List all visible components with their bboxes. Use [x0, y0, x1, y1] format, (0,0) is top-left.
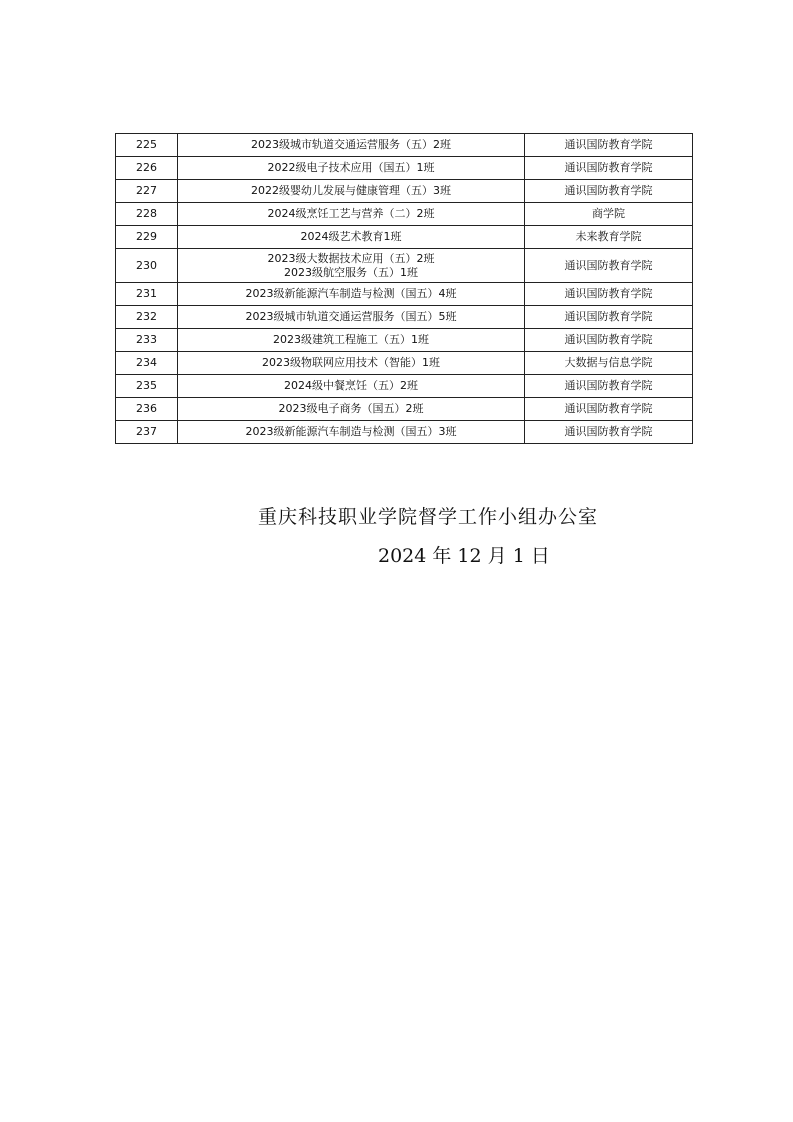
college-name: 商学院 [525, 203, 693, 226]
row-number: 229 [116, 226, 178, 249]
table-row [116, 249, 693, 283]
table-row [116, 352, 693, 375]
college-name: 通识国防教育学院 [525, 398, 693, 421]
college-name: 通识国防教育学院 [525, 157, 693, 180]
row-number: 226 [116, 157, 178, 180]
row-number: 232 [116, 306, 178, 329]
table-row [116, 180, 693, 203]
college-name: 通识国防教育学院 [525, 375, 693, 398]
table-row [116, 398, 693, 421]
class-name: 2023级新能源汽车制造与检测（国五）4班 [178, 283, 525, 306]
issue-date: 2024 年 12 月 1 日 [378, 545, 550, 567]
row-number: 225 [116, 134, 178, 157]
row-number: 233 [116, 329, 178, 352]
class-name: 2023级城市轨道交通运营服务（国五）5班 [178, 306, 525, 329]
college-name: 通识国防教育学院 [525, 421, 693, 444]
table-row [116, 203, 693, 226]
class-name: 2023级物联网应用技术（智能）1班 [178, 352, 525, 375]
class-name: 2023级建筑工程施工（五）1班 [178, 329, 525, 352]
college-name: 通识国防教育学院 [525, 329, 693, 352]
row-number: 236 [116, 398, 178, 421]
table-row [116, 421, 693, 444]
table-row [116, 329, 693, 352]
table-row [116, 375, 693, 398]
table-row [116, 226, 693, 249]
class-name-cell [178, 249, 525, 283]
row-number: 237 [116, 421, 178, 444]
class-name: 2022级电子技术应用（国五）1班 [178, 157, 525, 180]
class-name: 2024级中餐烹饪（五）2班 [178, 375, 525, 398]
row-number: 231 [116, 283, 178, 306]
row-number: 234 [116, 352, 178, 375]
college-name: 未来教育学院 [525, 226, 693, 249]
class-table [115, 133, 693, 444]
table-row [116, 306, 693, 329]
college-name: 大数据与信息学院 [525, 352, 693, 375]
table-row [116, 134, 693, 157]
class-name: 2022级婴幼儿发展与健康管理（五）3班 [178, 180, 525, 203]
class-name: 2024级艺术教育1班 [178, 226, 525, 249]
college-name: 通识国防教育学院 [525, 249, 693, 283]
row-number: 235 [116, 375, 178, 398]
row-number: 227 [116, 180, 178, 203]
class-name: 2023级电子商务（国五）2班 [178, 398, 525, 421]
college-name: 通识国防教育学院 [525, 180, 693, 203]
class-name: 2024级烹饪工艺与营养（二）2班 [178, 203, 525, 226]
class-name: 2023级新能源汽车制造与检测（国五）3班 [178, 421, 525, 444]
table-row [116, 157, 693, 180]
issuing-office: 重庆科技职业学院督学工作小组办公室 [258, 506, 599, 528]
college-name: 通识国防教育学院 [525, 134, 693, 157]
college-name: 通识国防教育学院 [525, 283, 693, 306]
class-name: 2023级城市轨道交通运营服务（五）2班 [178, 134, 525, 157]
row-number: 228 [116, 203, 178, 226]
college-name: 通识国防教育学院 [525, 306, 693, 329]
class-name: 2023级航空服务（五）1班 [284, 265, 418, 279]
table-row [116, 283, 693, 306]
row-number: 230 [116, 249, 178, 283]
class-name: 2023级大数据技术应用（五）2班 [267, 251, 435, 265]
